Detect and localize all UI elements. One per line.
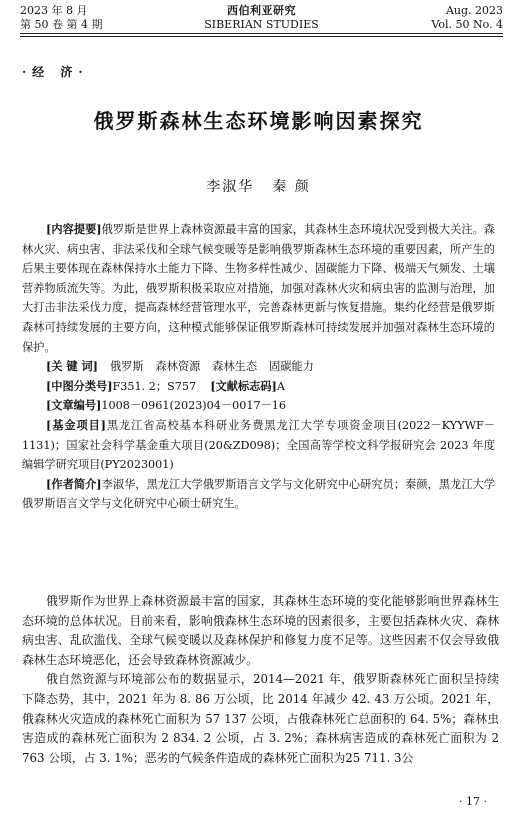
journal-name-en: SIBERIAN STUDIES xyxy=(204,18,319,31)
abstract-block xyxy=(22,220,495,514)
keyword: 固碳能力 xyxy=(269,360,314,374)
clc-value: F351. 2；S757 xyxy=(112,379,197,393)
author-intro-paragraph xyxy=(22,475,495,514)
header-rule-top xyxy=(20,33,503,34)
keywords-line xyxy=(22,357,495,377)
section-label: ·经 济· xyxy=(22,65,89,79)
keywords-label: [关 键 词] xyxy=(46,359,98,374)
doc-code-value: A xyxy=(276,379,285,393)
keyword: 森林资源 xyxy=(155,360,201,374)
header-date-en: Aug. 2023 xyxy=(445,4,503,17)
author-intro-text: 李淑华，黑龙江大学俄罗斯语言文学与文化研究中心研究员；秦颜，黑龙江大学俄罗斯语言文学与文化研究中心硕士研究生。 xyxy=(22,477,495,511)
keyword: 俄罗斯 xyxy=(109,360,144,374)
article-number-value: 1008－0961(2023)04－0017－16 xyxy=(101,399,286,413)
clc-line xyxy=(22,377,495,397)
article-title: 俄罗斯森林生态环境影响因素探究 xyxy=(93,109,424,133)
doc-code-label: [文献标志码] xyxy=(210,378,277,393)
author-line xyxy=(0,176,517,196)
article-body xyxy=(22,592,499,768)
abstract-label: [内容提要] xyxy=(46,222,102,236)
article-number-label: [文章编号] xyxy=(46,398,102,413)
header-volume-en: Vol. 50 No. 4 xyxy=(431,18,503,31)
body-paragraph: 俄自然资源与环境部公布的数据显示，2014—2021 年，俄罗斯森林死亡面积呈持续下降态势，其中，2021 年为 8. 86 万公顷，比 2014 年减少 42. 43 万公顷。2021 年，俄森林火灾造成的森林死亡面积为 57 137 公顷，占俄森林死亡总面积的 64. 5%；森林虫害造成的森林死亡面积为 2 834. 2 公顷，占 3. 2%；森林病害造成的森林死亡面积为 2 763 公顷，占 3. 1%；恶劣的气候条件造成的森林死亡面积为25 711. 3公 xyxy=(22,672,499,765)
journal-name-cn: 西伯利亚研究 xyxy=(227,4,296,17)
running-header xyxy=(20,4,503,34)
article-number-line xyxy=(22,396,495,416)
author-name: 李淑华 xyxy=(206,179,255,195)
header-date: 2023 年 8 月 xyxy=(20,4,88,17)
page-number: · 17 · xyxy=(459,795,487,808)
fund-paragraph xyxy=(22,416,495,475)
fund-text: 黑龙江省高校基本科研业务费黑龙江大学专项资金项目(2022－KYYWF－1131)；国家社会科学基金重大项目(20&ZD098)；全国高等学校文科学报研究会 2023 年度编辑学研究项目(PY2023001) xyxy=(22,418,495,472)
body-paragraph: 俄罗斯作为世界上森林资源最丰富的国家，其森林生态环境的变化能够影响世界森林生态环境的总体状况。目前来看，影响俄森林生态环境的因素很多，主要包括森林火灾、森林病虫害、乱砍滥伐、全球气候变暖以及森林保护和修复力度不足等。这些因素不仅会导致俄森林生态环境恶化，还会导致森林资源减少。 xyxy=(22,594,499,667)
header-date-volume-en xyxy=(431,4,503,32)
abstract-paragraph xyxy=(22,220,495,357)
fund-label: [基金项目] xyxy=(46,417,106,432)
header-volume: 第 50 卷 第 4 期 xyxy=(20,18,103,31)
keyword: 森林生态 xyxy=(212,360,258,374)
clc-label: [中图分类号] xyxy=(46,378,113,393)
header-rule-bottom xyxy=(20,36,503,37)
abstract-text: 俄罗斯是世界上森林资源最丰富的国家，其森林生态环境状况受到极大关注。森林火灾、病虫害、非法采伐和全球气候变暖等是影响俄罗斯森林生态环境的重要因素，所产生的后果主要体现在森林保持水土能力下降、生物多样性减少、固碳能力下降、极端天气频发、土壤营养物质流失等。为此，俄罗斯积极采取应对措施，加强对森林火灾和病虫害的监测与治理，加大打击非法采伐力度，提高森林经营管理水平，完善森林更新与恢复措施。集约化经营是俄罗斯森林可持续发展的主要方向，这种模式能够保证俄罗斯森林可持续发展并加强对森林生态环境的保护。 xyxy=(22,223,495,354)
author-name: 秦 颜 xyxy=(272,179,311,195)
author-intro-label: [作者简介] xyxy=(46,476,102,491)
